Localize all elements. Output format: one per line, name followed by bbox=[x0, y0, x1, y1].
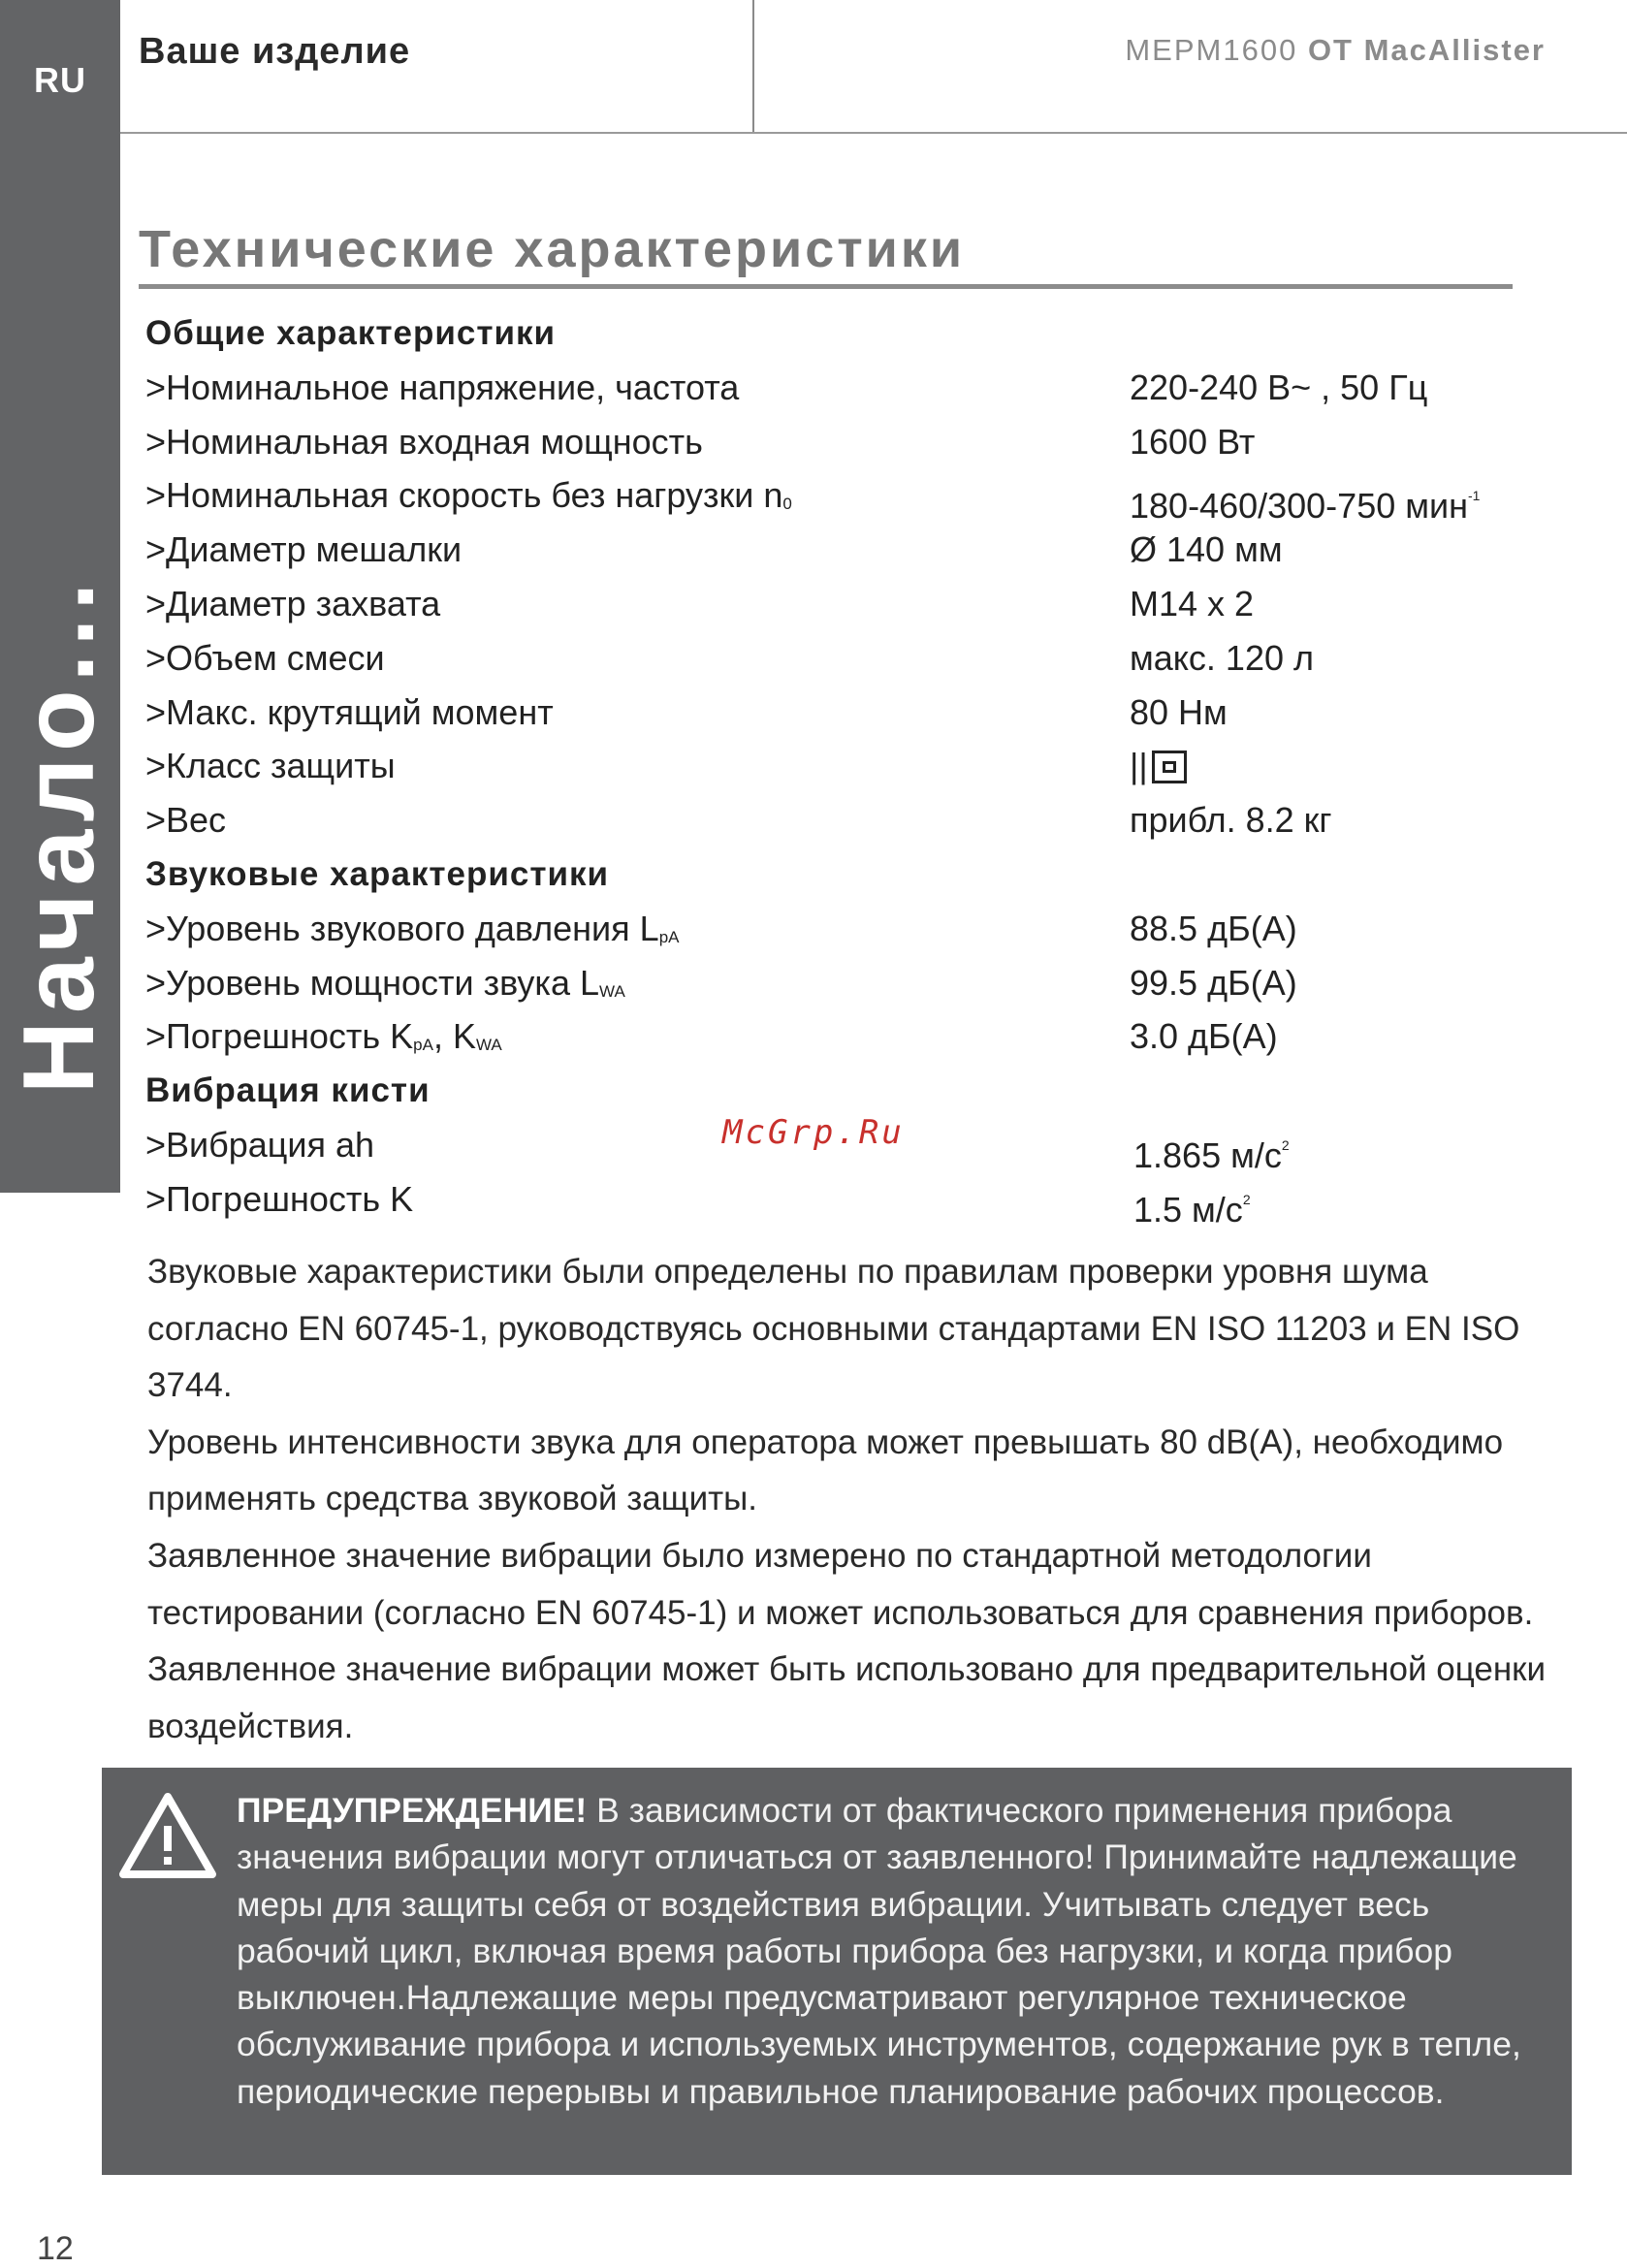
spec-superscript: 2 bbox=[1242, 1191, 1251, 1207]
spec-label: >Погрешность K bbox=[145, 1178, 414, 1219]
spec-value: Ø 140 мм bbox=[1130, 529, 1283, 570]
section-rule bbox=[139, 284, 1513, 289]
spec-label: >Диаметр захвата bbox=[145, 583, 441, 623]
note-paragraph: Уровень интенсивности звука для оператора может превышать 80 dB(A), необходимо применять средства звуковой защиты. bbox=[147, 1422, 1504, 1518]
header-title: Ваше изделие bbox=[139, 31, 411, 72]
warning-label: ПРЕДУПРЕЖДЕНИЕ! bbox=[237, 1791, 588, 1830]
spec-label: >Макс. крутящий момент bbox=[145, 691, 554, 732]
section-tab-label: Начало... bbox=[3, 574, 116, 1094]
spec-label: >Вес bbox=[145, 800, 227, 841]
spec-row bbox=[145, 793, 1551, 847]
spec-value bbox=[1130, 739, 1187, 793]
section-title: Технические характеристики bbox=[139, 220, 966, 278]
warning-triangle-icon bbox=[115, 1789, 220, 1884]
spec-label: >Номинальное напряжение, частота bbox=[145, 367, 740, 407]
group-general-heading: Общие характеристики bbox=[145, 314, 557, 352]
section-tab bbox=[3, 572, 116, 1096]
spec-label: >Уровень мощности звука LWA bbox=[145, 962, 625, 1003]
spec-value: прибл. 8.2 кг bbox=[1130, 800, 1332, 841]
group-sound-heading: Звуковые характеристики bbox=[145, 854, 610, 893]
spec-row bbox=[145, 523, 1551, 577]
spec-label: >Номинальная скорость без нагрузки n0 bbox=[145, 475, 792, 516]
warning-box bbox=[102, 1768, 1572, 2175]
warning-body: В зависимости от фактического применения прибора значения вибрации могут отличаться от заявленного! Принимайте надлежащие меры для защиты себя от воздействия вибрации. Учитывать следует весь рабочий цикл, включая время работы прибора без нагрузки, и когда прибор выключен.Надлежащие меры предусматривают регулярное техническое обслуживание прибора и используемых инструментов, содержание рук в тепле, периодические перерывы и правильное планирование рабочих процессов. bbox=[237, 1791, 1521, 2111]
spec-superscript: -1 bbox=[1467, 488, 1481, 504]
spec-value: макс. 120 л bbox=[1130, 637, 1315, 678]
language-label: RU bbox=[34, 60, 86, 100]
header-model bbox=[1125, 33, 1546, 68]
spec-label: >Погрешность KpA, KWA bbox=[145, 1016, 502, 1057]
spec-row bbox=[145, 902, 1551, 956]
warning-text bbox=[237, 1787, 1555, 2115]
protection-class-bars: || bbox=[1130, 746, 1148, 786]
spec-value: M14 x 2 bbox=[1130, 583, 1255, 623]
model-code: MEPM1600 bbox=[1125, 33, 1298, 67]
spec-group-heading bbox=[145, 847, 1551, 902]
spec-subscript: WA bbox=[599, 981, 625, 1001]
header-rule bbox=[120, 132, 1627, 134]
spec-row bbox=[145, 956, 1551, 1010]
spec-row bbox=[145, 415, 1551, 469]
spec-row bbox=[145, 631, 1551, 686]
spec-row bbox=[145, 577, 1551, 631]
spec-value: 1.865 $м/с^2$ bbox=[1133, 1134, 1290, 1175]
spec-value: 1.5 $м/с^2$ bbox=[1133, 1189, 1251, 1230]
spec-group-heading bbox=[145, 1064, 1551, 1118]
spec-row bbox=[145, 1172, 1551, 1230]
specs-table bbox=[145, 306, 1551, 1230]
page-number: 12 bbox=[37, 2230, 74, 2267]
note-paragraph: Звуковые характеристики были определены по правилам проверки уровня шума согласно EN 60745-1, руководствуясь основными стандартами EN ISO 11203 и EN ISO 3744. bbox=[147, 1253, 1520, 1405]
note-paragraph: Заявленное значение вибрации было измерено по стандартной методологии тестировании (согласно EN 60745-1) и может использоваться для сравнения приборов. Заявленное значение вибрации может быть использовано для предварительной оценки воздействия. bbox=[147, 1536, 1547, 1745]
spec-value: 88.5 дБ(A) bbox=[1130, 908, 1297, 948]
watermark-link[interactable]: McGrp.Ru bbox=[722, 1113, 905, 1152]
spec-row bbox=[145, 739, 1551, 793]
spec-group-heading bbox=[145, 306, 1551, 361]
spec-row bbox=[145, 1009, 1551, 1064]
spec-row bbox=[145, 468, 1551, 527]
spec-value: 1600 Вт bbox=[1130, 421, 1256, 462]
double-insulation-icon bbox=[1152, 751, 1187, 783]
spec-value: 3.0 дБ(A) bbox=[1130, 1016, 1278, 1057]
spec-value: 80 Нм bbox=[1130, 691, 1228, 732]
spec-subscript: pA bbox=[658, 927, 680, 946]
spec-label: >Диаметр мешалки bbox=[145, 529, 463, 570]
spec-label: >Уровень звукового давления LpA bbox=[145, 908, 680, 948]
spec-row bbox=[145, 686, 1551, 740]
spec-row bbox=[145, 361, 1551, 415]
sidebar bbox=[0, 0, 120, 1193]
header-divider bbox=[752, 0, 754, 132]
spec-value: 180-460/300-750 мин$^{-1}$ bbox=[1130, 486, 1481, 527]
spec-value: 99.5 дБ(A) bbox=[1130, 962, 1297, 1003]
spec-label: >Номинальная входная мощность bbox=[145, 421, 703, 462]
brand-name: ОТ MacAllister bbox=[1307, 33, 1546, 67]
spec-subscript: 0 bbox=[782, 495, 792, 514]
spec-label: >Вибрация ah bbox=[145, 1124, 375, 1165]
notes bbox=[147, 1244, 1573, 1755]
spec-label: >Класс защиты bbox=[145, 746, 396, 786]
spec-label: >Объем смеси bbox=[145, 637, 385, 678]
group-vibration-heading: Вибрация кисти bbox=[145, 1071, 431, 1110]
spec-value: 220-240 В~ , 50 Гц bbox=[1130, 367, 1428, 407]
spec-superscript: 2 bbox=[1281, 1136, 1290, 1153]
